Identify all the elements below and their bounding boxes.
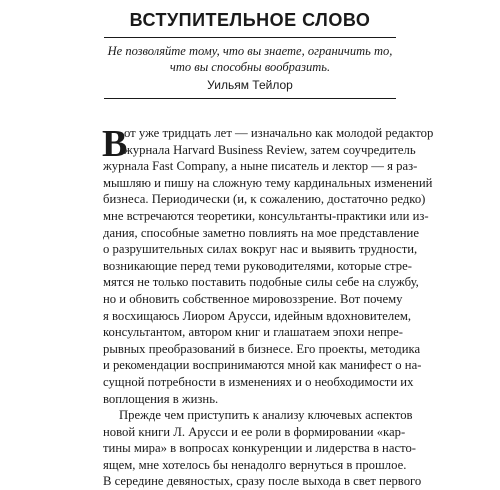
- text-line: мне встречаются теоретики, консультанты-практики или из-: [103, 208, 429, 223]
- text-line: новой книги Л. Арусси и ее роли в формировании «кар-: [103, 424, 406, 439]
- text-line: но и обновить собственное мировоззрение. Вот почему: [103, 291, 403, 306]
- epigraph-top-rule: [104, 37, 396, 38]
- text-line: от уже тридцать лет — изначально как молодой редактор: [124, 126, 434, 140]
- text-line: В середине девяностых, сразу после выхода в свет первого: [103, 474, 422, 489]
- text-line: возникающие перед теми руководителями, которые стре-: [103, 258, 412, 273]
- text-line: тины мира» в вопросах конкуренции и лидерства в насто-: [103, 441, 417, 456]
- text-line: воплощения в жизнь.: [103, 391, 219, 406]
- text-line: о разрушительных силах вокруг нас и выявить трудности,: [103, 242, 418, 257]
- epigraph-line: что вы способны вообразить.: [169, 60, 331, 74]
- text-line: консультантом, автором книг и глашатаем эпохи непре-: [103, 325, 403, 340]
- text-line: сущной потребности в изменениях и о необходимости их: [103, 374, 414, 389]
- text-line: я восхищаюсь Лиором Арусси, идейным вдохновителем,: [103, 308, 412, 323]
- text-line: журнала Harvard Business Review, затем соучредитель: [124, 142, 416, 157]
- text-line: Прежде чем приступить к анализу ключевых аспектов: [119, 408, 413, 423]
- epigraph-quote: [104, 43, 396, 75]
- epigraph-line: Не позволяйте тому, что вы знаете, ограничить то,: [107, 44, 393, 58]
- text-line: бизнеса. Периодически (и, к сожалению, достаточно редко): [103, 192, 426, 207]
- body-text: [102, 123, 434, 490]
- text-line: журнала Fast Company, а ныне писатель и лектор — я раз-: [103, 159, 418, 174]
- text-line: дания, способные заметно повлиять на мое представление: [103, 225, 419, 240]
- text-line: мышляю и пишу на сложную тему кардинальных изменений: [103, 175, 433, 190]
- text-line: рывных преобразований в бизнесе. Его проекты, методика: [103, 341, 421, 356]
- text-line: ящем, мне хотелось бы ненадолго вернуться в прошлое.: [103, 457, 407, 472]
- epigraph-bottom-rule: [104, 98, 396, 99]
- epigraph-author: Уильям Тейлор: [207, 78, 293, 92]
- drop-cap: В: [102, 123, 128, 165]
- text-line: и рекомендации воспринимаются мной как манифест о на-: [103, 358, 422, 373]
- text-line: мятся не только поставить подобные силы себе на службу,: [103, 275, 419, 290]
- chapter-title: ВСТУПИТЕЛЬНОЕ СЛОВО: [129, 10, 371, 30]
